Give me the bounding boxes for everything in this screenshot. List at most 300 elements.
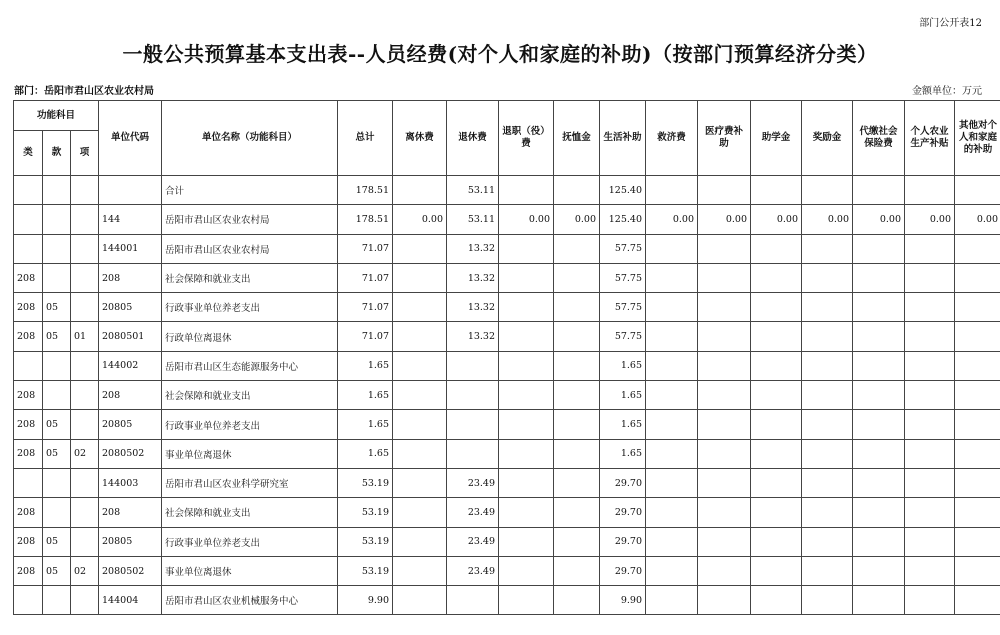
amount-unit-label: 金额单位：万元 [912, 86, 982, 97]
cell-kuan [43, 351, 71, 380]
cell-shenghuo: 125.40 [600, 205, 646, 234]
cell-total: 53.19 [338, 556, 393, 585]
cell-yiliao [698, 234, 751, 263]
cell-qita [955, 498, 1000, 527]
cell-total: 1.65 [338, 410, 393, 439]
cell-yiliao [698, 263, 751, 292]
cell-jiangli [802, 234, 853, 263]
cell-daijiao [853, 234, 905, 263]
cell-geren: 0.00 [905, 205, 955, 234]
cell-geren [905, 234, 955, 263]
cell-jiangli [802, 176, 853, 205]
cell-lei [14, 234, 43, 263]
cell-lei: 208 [14, 556, 43, 585]
cell-shenghuo: 29.70 [600, 498, 646, 527]
cell-jiuji [646, 381, 698, 410]
cell-qita [955, 468, 1000, 497]
cell-qita [955, 322, 1000, 351]
table-row [14, 293, 1000, 322]
cell-tuixiu: 23.49 [447, 498, 499, 527]
cell-fuxu [554, 322, 600, 351]
cell-total: 1.65 [338, 439, 393, 468]
cell-kuan [43, 498, 71, 527]
cell-lixiu [393, 381, 447, 410]
department-label: 部门：岳阳市君山区农业农村局 [14, 86, 154, 97]
cell-jiuji [646, 498, 698, 527]
header-tuixiu: 退休费 [447, 101, 499, 176]
cell-jiangli [802, 410, 853, 439]
cell-zhuxue [751, 410, 802, 439]
cell-xiang [71, 263, 99, 292]
cell-shenghuo: 57.75 [600, 293, 646, 322]
header-zhuxue: 助学金 [751, 101, 802, 176]
cell-daijiao [853, 498, 905, 527]
cell-yiliao [698, 351, 751, 380]
cell-total: 1.65 [338, 381, 393, 410]
cell-name: 行政事业单位养老支出 [162, 410, 338, 439]
table-row [14, 351, 1000, 380]
table-row [14, 263, 1000, 292]
cell-tuizhi [499, 351, 554, 380]
cell-code: 20805 [99, 527, 162, 556]
cell-lei: 208 [14, 410, 43, 439]
cell-jiuji [646, 468, 698, 497]
cell-tuizhi [499, 410, 554, 439]
table-row [14, 322, 1000, 351]
cell-daijiao [853, 322, 905, 351]
cell-tuizhi [499, 176, 554, 205]
cell-lixiu [393, 351, 447, 380]
cell-total: 178.51 [338, 176, 393, 205]
header-unit-name: 单位名称（功能科目） [162, 101, 338, 176]
cell-qita [955, 176, 1000, 205]
cell-yiliao [698, 556, 751, 585]
cell-name: 岳阳市君山区生态能源服务中心 [162, 351, 338, 380]
cell-tuizhi [499, 293, 554, 322]
header-tuizhi: 退职（役）费 [499, 101, 554, 176]
cell-tuizhi [499, 586, 554, 615]
cell-code: 208 [99, 498, 162, 527]
cell-name: 社会保障和就业支出 [162, 263, 338, 292]
cell-fuxu: 0.00 [554, 205, 600, 234]
cell-geren [905, 468, 955, 497]
expenditure-table [13, 100, 1000, 615]
cell-daijiao [853, 293, 905, 322]
cell-code: 2080501 [99, 322, 162, 351]
page-title: 一般公共预算基本支出表--人员经费(对个人和家庭的补助)（按部门预算经济分类） [122, 42, 878, 66]
cell-geren [905, 556, 955, 585]
cell-lei [14, 586, 43, 615]
cell-code [99, 176, 162, 205]
cell-name: 合计 [162, 176, 338, 205]
form-number: 部门公开表12 [919, 18, 982, 29]
cell-qita [955, 234, 1000, 263]
cell-lei: 208 [14, 498, 43, 527]
cell-lei: 208 [14, 322, 43, 351]
cell-jiuji: 0.00 [646, 205, 698, 234]
cell-name: 岳阳市君山区农业机械服务中心 [162, 586, 338, 615]
cell-name: 社会保障和就业支出 [162, 498, 338, 527]
cell-xiang: 02 [71, 439, 99, 468]
cell-kuan [43, 468, 71, 497]
cell-fuxu [554, 263, 600, 292]
cell-total: 53.19 [338, 527, 393, 556]
cell-fuxu [554, 498, 600, 527]
cell-lixiu [393, 527, 447, 556]
cell-total: 53.19 [338, 498, 393, 527]
cell-qita: 0.00 [955, 205, 1000, 234]
header-xiang: 项 [71, 131, 99, 176]
cell-zhuxue [751, 498, 802, 527]
cell-zhuxue [751, 293, 802, 322]
cell-jiangli [802, 351, 853, 380]
cell-xiang: 01 [71, 322, 99, 351]
cell-tuizhi [499, 468, 554, 497]
header-qita: 其他对个人和家庭的补助 [955, 101, 1000, 176]
cell-code: 20805 [99, 410, 162, 439]
cell-lei: 208 [14, 293, 43, 322]
cell-daijiao [853, 556, 905, 585]
cell-shenghuo: 1.65 [600, 410, 646, 439]
cell-fuxu [554, 439, 600, 468]
header-shenghuo: 生活补助 [600, 101, 646, 176]
cell-daijiao [853, 468, 905, 497]
header-yiliao: 医疗费补助 [698, 101, 751, 176]
cell-lixiu [393, 468, 447, 497]
cell-jiuji [646, 322, 698, 351]
cell-name: 岳阳市君山区农业农村局 [162, 234, 338, 263]
cell-tuixiu: 53.11 [447, 176, 499, 205]
cell-shenghuo: 1.65 [600, 351, 646, 380]
cell-total: 71.07 [338, 263, 393, 292]
cell-shenghuo: 1.65 [600, 381, 646, 410]
cell-fuxu [554, 293, 600, 322]
cell-jiangli [802, 468, 853, 497]
cell-tuizhi [499, 234, 554, 263]
header-geren: 个人农业生产补贴 [905, 101, 955, 176]
cell-kuan: 05 [43, 293, 71, 322]
cell-lixiu [393, 176, 447, 205]
cell-name: 岳阳市君山区农业科学研究室 [162, 468, 338, 497]
cell-kuan: 05 [43, 556, 71, 585]
cell-fuxu [554, 468, 600, 497]
cell-geren [905, 439, 955, 468]
cell-code: 2080502 [99, 556, 162, 585]
cell-tuizhi [499, 527, 554, 556]
cell-lei [14, 205, 43, 234]
cell-jiangli [802, 498, 853, 527]
cell-yiliao [698, 381, 751, 410]
header-lixiu: 离休费 [393, 101, 447, 176]
cell-qita [955, 351, 1000, 380]
cell-tuixiu [447, 586, 499, 615]
table-row [14, 234, 1000, 263]
cell-qita [955, 439, 1000, 468]
cell-kuan [43, 205, 71, 234]
cell-tuixiu [447, 439, 499, 468]
cell-name: 事业单位离退休 [162, 556, 338, 585]
cell-jiangli [802, 556, 853, 585]
cell-zhuxue: 0.00 [751, 205, 802, 234]
cell-zhuxue [751, 586, 802, 615]
cell-lixiu [393, 263, 447, 292]
cell-total: 53.19 [338, 468, 393, 497]
cell-tuixiu [447, 410, 499, 439]
cell-daijiao [853, 410, 905, 439]
cell-lei [14, 176, 43, 205]
cell-jiuji [646, 351, 698, 380]
cell-shenghuo: 29.70 [600, 556, 646, 585]
header-jiuji: 救济费 [646, 101, 698, 176]
cell-daijiao [853, 527, 905, 556]
cell-tuixiu: 23.49 [447, 556, 499, 585]
cell-yiliao [698, 527, 751, 556]
cell-tuixiu [447, 351, 499, 380]
cell-code: 208 [99, 263, 162, 292]
cell-tuizhi: 0.00 [499, 205, 554, 234]
cell-jiangli [802, 263, 853, 292]
cell-daijiao [853, 586, 905, 615]
cell-zhuxue [751, 263, 802, 292]
cell-tuixiu: 13.32 [447, 263, 499, 292]
cell-xiang [71, 293, 99, 322]
cell-kuan [43, 381, 71, 410]
cell-name: 行政单位离退休 [162, 322, 338, 351]
table-row [14, 498, 1000, 527]
cell-fuxu [554, 586, 600, 615]
cell-lei [14, 351, 43, 380]
cell-jiangli [802, 439, 853, 468]
cell-kuan [43, 234, 71, 263]
cell-total: 71.07 [338, 322, 393, 351]
cell-lixiu [393, 556, 447, 585]
header-daijiao: 代缴社会保险费 [853, 101, 905, 176]
table-row [14, 468, 1000, 497]
cell-kuan [43, 586, 71, 615]
cell-fuxu [554, 410, 600, 439]
cell-jiuji [646, 410, 698, 439]
cell-code: 20805 [99, 293, 162, 322]
cell-lei: 208 [14, 381, 43, 410]
cell-zhuxue [751, 176, 802, 205]
cell-zhuxue [751, 234, 802, 263]
cell-zhuxue [751, 468, 802, 497]
cell-code: 144002 [99, 351, 162, 380]
cell-jiuji [646, 556, 698, 585]
header-jiangli: 奖励金 [802, 101, 853, 176]
cell-yiliao [698, 468, 751, 497]
cell-xiang [71, 527, 99, 556]
table-row [14, 586, 1000, 615]
cell-shenghuo: 57.75 [600, 322, 646, 351]
cell-tuixiu: 13.32 [447, 322, 499, 351]
header-func-subject: 功能科目 [14, 101, 99, 131]
cell-total: 71.07 [338, 234, 393, 263]
cell-yiliao: 0.00 [698, 205, 751, 234]
cell-daijiao [853, 381, 905, 410]
cell-lixiu [393, 322, 447, 351]
cell-lixiu [393, 293, 447, 322]
cell-lei: 208 [14, 263, 43, 292]
cell-qita [955, 381, 1000, 410]
cell-xiang [71, 205, 99, 234]
cell-yiliao [698, 176, 751, 205]
cell-shenghuo: 29.70 [600, 527, 646, 556]
cell-kuan [43, 263, 71, 292]
cell-kuan: 05 [43, 439, 71, 468]
cell-geren [905, 351, 955, 380]
cell-total: 9.90 [338, 586, 393, 615]
cell-lixiu [393, 498, 447, 527]
cell-total: 71.07 [338, 293, 393, 322]
cell-shenghuo: 1.65 [600, 439, 646, 468]
cell-geren [905, 498, 955, 527]
cell-jiangli [802, 527, 853, 556]
cell-fuxu [554, 556, 600, 585]
cell-daijiao [853, 263, 905, 292]
cell-kuan [43, 176, 71, 205]
cell-zhuxue [751, 439, 802, 468]
cell-jiuji [646, 293, 698, 322]
cell-jiangli [802, 322, 853, 351]
cell-tuixiu: 23.49 [447, 527, 499, 556]
cell-geren [905, 381, 955, 410]
cell-geren [905, 586, 955, 615]
cell-geren [905, 176, 955, 205]
cell-jiangli [802, 293, 853, 322]
cell-xiang [71, 381, 99, 410]
cell-tuizhi [499, 498, 554, 527]
cell-qita [955, 293, 1000, 322]
cell-code: 144001 [99, 234, 162, 263]
cell-kuan: 05 [43, 410, 71, 439]
cell-code: 144004 [99, 586, 162, 615]
cell-code: 144 [99, 205, 162, 234]
table-row [14, 556, 1000, 585]
cell-tuizhi [499, 381, 554, 410]
cell-lei [14, 468, 43, 497]
cell-tuizhi [499, 439, 554, 468]
cell-xiang [71, 468, 99, 497]
cell-jiangli [802, 586, 853, 615]
cell-fuxu [554, 527, 600, 556]
cell-tuixiu: 13.32 [447, 293, 499, 322]
cell-jiuji [646, 439, 698, 468]
cell-geren [905, 263, 955, 292]
cell-yiliao [698, 586, 751, 615]
cell-jiuji [646, 176, 698, 205]
cell-qita [955, 410, 1000, 439]
cell-qita [955, 527, 1000, 556]
cell-kuan: 05 [43, 322, 71, 351]
cell-total: 178.51 [338, 205, 393, 234]
cell-tuixiu: 53.11 [447, 205, 499, 234]
cell-xiang [71, 234, 99, 263]
cell-daijiao [853, 351, 905, 380]
cell-jiuji [646, 234, 698, 263]
cell-jiuji [646, 263, 698, 292]
table-row [14, 410, 1000, 439]
header-unit-code: 单位代码 [99, 101, 162, 176]
cell-zhuxue [751, 322, 802, 351]
cell-zhuxue [751, 381, 802, 410]
cell-geren [905, 293, 955, 322]
header-lei: 类 [14, 131, 43, 176]
cell-xiang [71, 351, 99, 380]
cell-lixiu [393, 410, 447, 439]
cell-geren [905, 527, 955, 556]
cell-lei: 208 [14, 527, 43, 556]
table-row [14, 439, 1000, 468]
cell-shenghuo: 57.75 [600, 263, 646, 292]
cell-yiliao [698, 293, 751, 322]
cell-xiang [71, 498, 99, 527]
cell-shenghuo: 57.75 [600, 234, 646, 263]
cell-yiliao [698, 410, 751, 439]
cell-geren [905, 410, 955, 439]
cell-name: 社会保障和就业支出 [162, 381, 338, 410]
cell-jiuji [646, 586, 698, 615]
cell-daijiao [853, 176, 905, 205]
cell-jiangli: 0.00 [802, 205, 853, 234]
cell-zhuxue [751, 351, 802, 380]
cell-tuixiu: 13.32 [447, 234, 499, 263]
cell-shenghuo: 125.40 [600, 176, 646, 205]
cell-total: 1.65 [338, 351, 393, 380]
cell-daijiao: 0.00 [853, 205, 905, 234]
cell-lixiu [393, 439, 447, 468]
cell-name: 岳阳市君山区农业农村局 [162, 205, 338, 234]
table-row [14, 205, 1000, 234]
cell-tuizhi [499, 263, 554, 292]
cell-jiuji [646, 527, 698, 556]
cell-name: 事业单位离退休 [162, 439, 338, 468]
cell-code: 2080502 [99, 439, 162, 468]
cell-fuxu [554, 234, 600, 263]
cell-lixiu [393, 586, 447, 615]
cell-code: 208 [99, 381, 162, 410]
table-row [14, 176, 1000, 205]
cell-zhuxue [751, 527, 802, 556]
cell-geren [905, 322, 955, 351]
cell-shenghuo: 9.90 [600, 586, 646, 615]
cell-yiliao [698, 498, 751, 527]
cell-yiliao [698, 322, 751, 351]
cell-shenghuo: 29.70 [600, 468, 646, 497]
cell-qita [955, 556, 1000, 585]
cell-fuxu [554, 176, 600, 205]
cell-zhuxue [751, 556, 802, 585]
cell-tuizhi [499, 556, 554, 585]
table-body [14, 176, 1000, 615]
cell-xiang: 02 [71, 556, 99, 585]
cell-name: 行政事业单位养老支出 [162, 293, 338, 322]
cell-fuxu [554, 381, 600, 410]
header-total: 总计 [338, 101, 393, 176]
cell-name: 行政事业单位养老支出 [162, 527, 338, 556]
table-row [14, 381, 1000, 410]
cell-qita [955, 263, 1000, 292]
cell-fuxu [554, 351, 600, 380]
cell-tuizhi [499, 322, 554, 351]
header-fuxu: 抚恤金 [554, 101, 600, 176]
cell-xiang [71, 410, 99, 439]
cell-yiliao [698, 439, 751, 468]
cell-xiang [71, 176, 99, 205]
cell-code: 144003 [99, 468, 162, 497]
cell-lixiu [393, 234, 447, 263]
cell-tuixiu: 23.49 [447, 468, 499, 497]
